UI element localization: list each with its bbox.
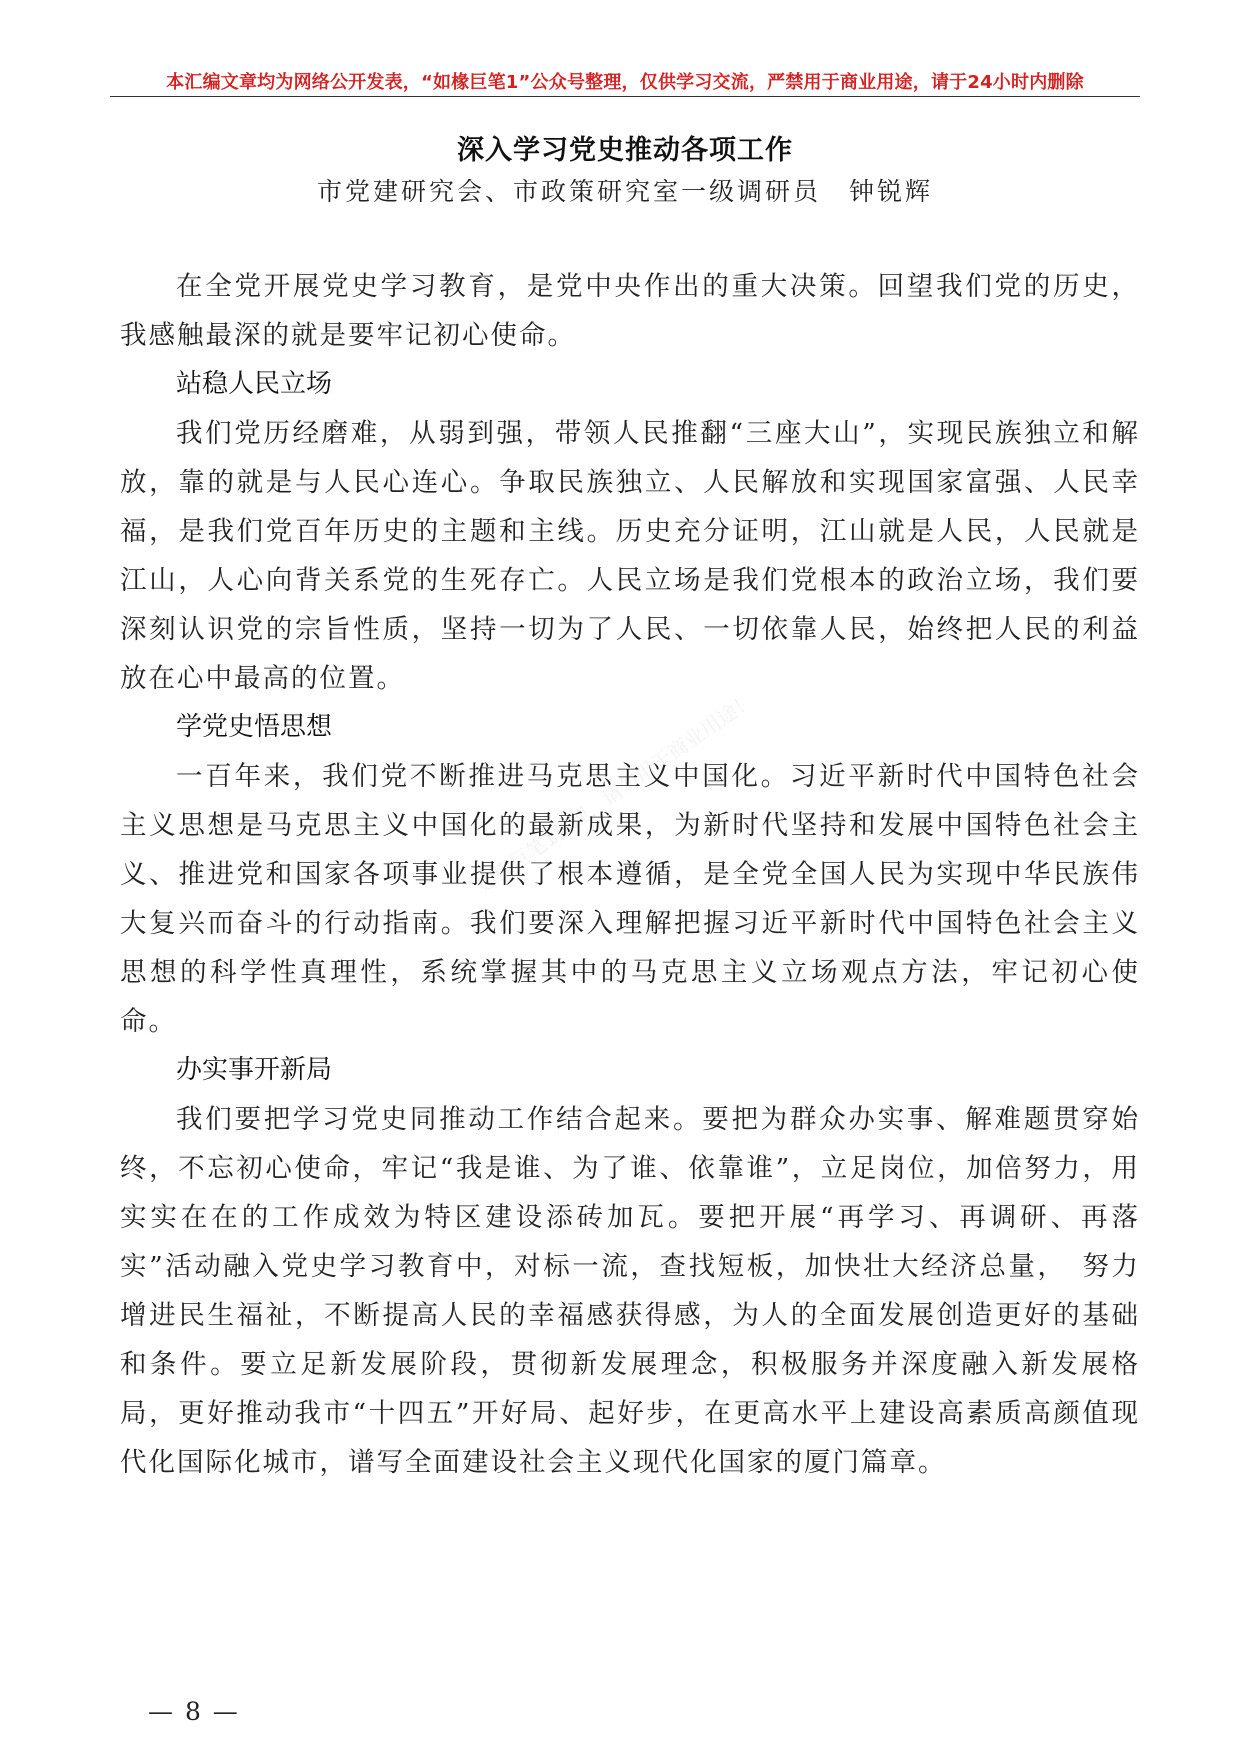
section-heading-people: 站稳人民立场: [176, 369, 333, 399]
header-divider: [110, 96, 1140, 97]
section-heading-practice: 办实事开新局: [176, 1055, 333, 1085]
watermark: 如椽巨笔1整理，请勿用于商业用途！: [472, 687, 759, 898]
page-number: — 8 —: [148, 1697, 240, 1726]
article-body: [120, 262, 1140, 1487]
article-title: 深入学习党史推动各项工作: [457, 135, 793, 166]
section-heading-history: 学党史悟思想: [176, 712, 333, 742]
article-byline: 市党建研究会、市政策研究室一级调研员 钟锐辉: [316, 177, 933, 206]
copyright-notice: 本汇编文章均为网络公开发表，“如椽巨笔1”公众号整理，仅供学习交流，严禁用于商业用途，请于24小时内删除: [166, 72, 1084, 93]
intro-paragraph: 在全党开展党史学习教育，是党中央作出的重大决策。回望我们党的历史，我感触最深的就是要牢记初心使命。: [120, 271, 1140, 351]
section-paragraph-history: 一百年来，我们党不断推进马克思主义中国化。习近平新时代中国特色社会主义思想是马克思主义中国化的最新成果，为新时代坚持和发展中国特色社会主义、推进党和国家各项事业提供了根本遵循，是全党全国人民为实现中华民族伟大复兴而奋斗的行动指南。我们要深入理解把握习近平新时代中国特色社会主义思想的科学性真理性，系统掌握其中的马克思主义立场观点方法，牢记初心使命。: [120, 761, 1140, 1037]
section-paragraph-people: 我们党历经磨难，从弱到强，带领人民推翻“三座大山”，实现民族独立和解放，靠的就是与人民心连心。争取民族独立、人民解放和实现国家富强、人民幸福，是我们党百年历史的主题和主线。历史充分证明，江山就是人民，人民就是江山，人心向背关系党的生死存亡。人民立场是我们党根本的政治立场，我们要深刻认识党的宗旨性质，坚持一切为了人民、一切依靠人民，始终把人民的利益放在心中最高的位置。: [120, 418, 1140, 694]
section-paragraph-practice: 我们要把学习党史同推动工作结合起来。要把为群众办实事、解难题贯穿始终，不忘初心使命，牢记“我是谁、为了谁、依靠谁”，立足岗位，加倍努力，用实实在在的工作成效为特区建设添砖加瓦。要把开展“再学习、再调研、再落实”活动融入党史学习教育中，对标一流，查找短板，加快壮大经济总量， 努力增进民生福祉，不断提高人民的幸福感获得感，为人的全面发展创造更好的基础和条件。要立足新发展阶段，贯彻新发展理念，积极服务并深度融入新发展格局，更好推动我市“十四五”开好局、起好步，在更高水平上建设高素质高颜值现代化国际化城市，谱写全面建设社会主义现代化国家的厦门篇章。: [120, 1104, 1140, 1478]
